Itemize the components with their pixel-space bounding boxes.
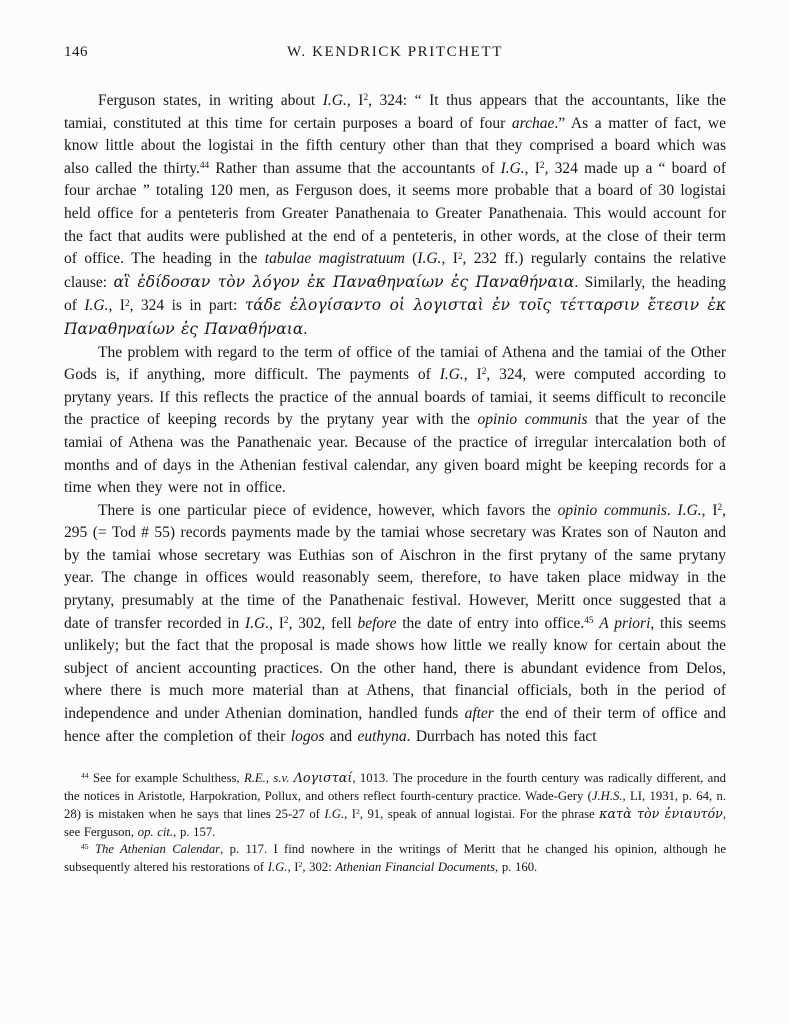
body-text [64, 90, 726, 748]
paragraph: There is one particular piece of evidence, however, which favors the opinio communis. I.G., $I^2$, 295 (= Tod # 55) records payments made by the tamiai whose secretary was Krates son of Nauton and by the tamiai whose secretary was Euthias son of Aischron in the first prytany of the same prytany year. The change in offices would reasonably seem, therefore, to have taken place midway in the prytany, presumably at the time of the Panathenaic festival. However, Meritt once suggested that a date of transfer recorded in I.G., $I^2$, 302, fell before the date of entry into office.$^{45}$ A priori, this seems unlikely; but the fact that the proposal is made shows how little we really know for certain about the subject of ancient accounting practices. On the other hand, there is abundant evidence from Delos, where there is much more material than at Athens, that financial officials, both in the period of independence and under Athenian domination, handled funds after the end of their term of office and hence after the completion of their logos and euthyna. Durrbach has noted this fact [64, 501, 727, 745]
footnotes-section [64, 769, 726, 876]
page-number: 146 [64, 44, 88, 60]
page-header [64, 44, 726, 64]
paragraph: The problem with regard to the term of office of the tamiai of Athena and the tamiai of the Other Gods is, if anything, more difficult. The payments of I.G., $I^2$, 324, were computed according to prytany years. If this reflects the practice of the annual boards of tamiai, it seems difficult to reconcile the practice of keeping records by the prytany year with the opinio communis that the year of the tamiai of Athena was the Panathenaic year. Because of the practice of irregular intercalation both of months and of days in the Athenian festival calendar, any given board might be keeping records for a time when they were not in office. [64, 343, 726, 497]
paragraph: $^{44}$ See for example Schulthess, R.E., s.v. Λογισταί, 1013. The procedure in the fourth century was radically different, and the notices in Aristotle, Harpokration, Pollux, and others reflect fourth-century practice. Wade-Gery (J.H.S., LI, 1931, p. 64, n. 28) is mistaken when he says that lines 25-27 of I.G., $I^2$, 91, speak of annual logistai. For the phrase κατὰ τὸν ἐνιαυτόν, see Ferguson, op. cit., p. 157. [64, 770, 727, 839]
paragraph: $^{45}$ The Athenian Calendar, p. 117. I find nowhere in the writings of Meritt that he changed his opinion, although he subsequently altered his restorations of I.G., $I^2$, 302: Athenian Financial Documents, p. 160. [64, 842, 726, 874]
running-head: W. KENDRICK PRITCHETT [287, 44, 503, 60]
paragraph: Ferguson states, in writing about I.G., $I^2$, 324: “ It thus appears that the accountants, like the tamiai, constituted at this time for certain purposes a board of four archae.” As a matter of fact, we know little about the logistai in the fifth century other than that they comprised a board which was also called the thirty.$^{44}$ Rather than assume that the accountants of I.G., $I^2$, 324 made up a “ board of four archae ” totaling 120 men, as Ferguson does, it seems more probable that a board of 30 logistai held office for a penteteris from Greater Panathenaia to Greater Panathenaia. This would account for the fact that audits were published at the end of a penteteris, in other words, at the close of their term of office. The heading in the tabulae magistratuum (I.G., $I^2$, 232 ff.) regularly contains the relative clause: αἳ ἐδίδοσαν τὸν λόγον ἐκ Παναθηναίων ἐς Παναθήναια. Similarly, the heading of I.G., $I^2$, 324 is in part: τάδε ἐλογίσαντο οἱ λογισταὶ ἐν τοῖς τέτταρσιν ἔτεσιν ἐκ Παναθηναίων ἐς Παναθήναια. [64, 92, 726, 338]
